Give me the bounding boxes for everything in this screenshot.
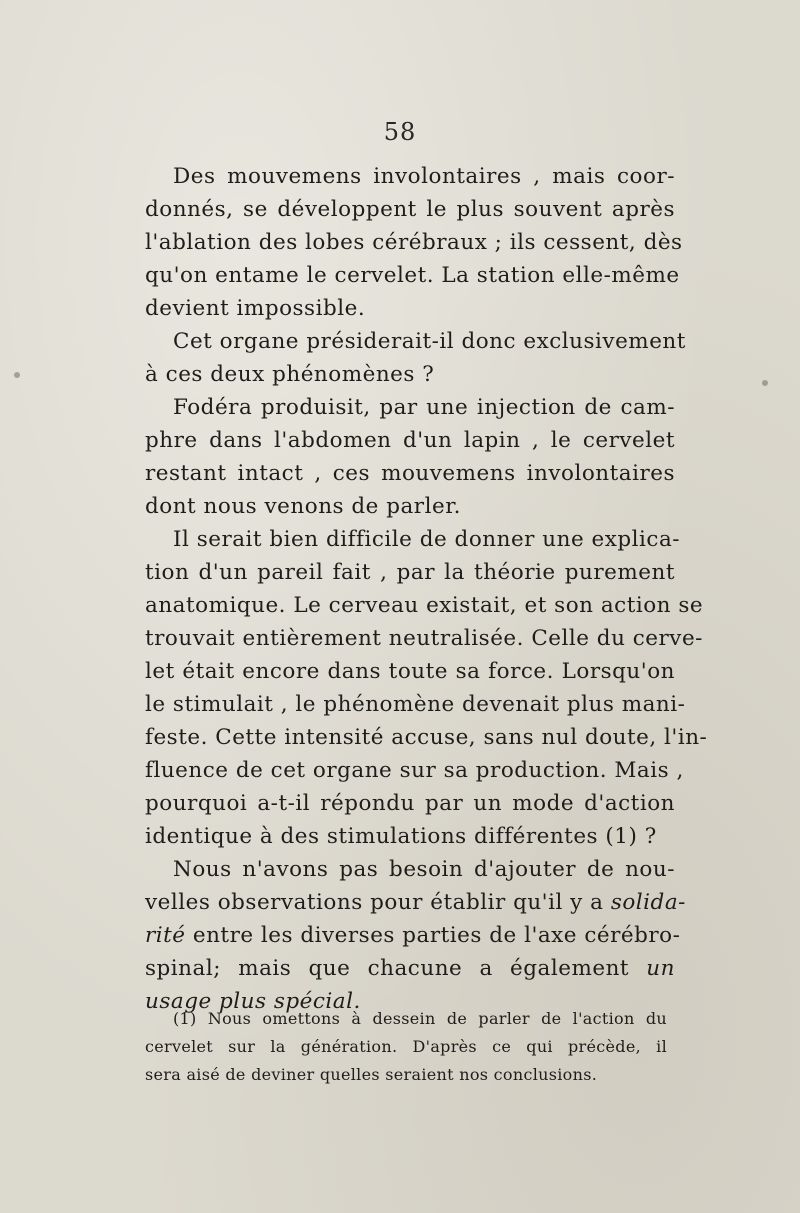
- text-line: Il serait bien difficile de donner une explica-: [173, 527, 681, 552]
- text-line: Nous n'avons pas besoin d'ajouter de nou-: [173, 857, 675, 882]
- text-line: tion d'un pareil fait , par la théorie purement: [145, 560, 675, 585]
- text-line: Des mouvemens involontaires , mais coor-: [173, 164, 675, 189]
- text-line: let était encore dans toute sa force. Lorsqu'on: [145, 659, 675, 684]
- text-line: devient impossible.: [145, 296, 366, 321]
- text-line: à ces deux phénomènes ?: [145, 362, 435, 387]
- footnote-line: cervelet sur la génération. D'après ce qui précède, il: [145, 1037, 667, 1056]
- text-line: identique à des stimulations différentes (1) ?: [145, 824, 657, 849]
- text-segment: spinal; mais que chacune a également: [145, 956, 630, 981]
- text-line-with-italic: [145, 952, 675, 985]
- text-line: feste. Cette intensité accuse, sans nul doute, l'in-: [145, 725, 708, 750]
- paper-speck: [762, 380, 768, 386]
- text-segment: entre les diverses parties de l'axe cérébro-: [185, 923, 681, 948]
- italic-term: solida-: [610, 890, 686, 915]
- text-line: donnés, se développent le plus souvent après: [145, 197, 675, 222]
- text-line: restant intact , ces mouvemens involontaires: [145, 461, 675, 486]
- text-line: phre dans l'abdomen d'un lapin , le cervelet: [145, 428, 675, 453]
- text-line-with-italic: [145, 886, 686, 919]
- page-number: 58: [383, 118, 417, 146]
- text-segment: velles observations pour établir qu'il y a: [145, 890, 604, 915]
- text-line-with-italic: [145, 919, 681, 952]
- italic-term: un: [646, 956, 675, 981]
- text-line: qu'on entame le cervelet. La station elle-même: [145, 263, 680, 288]
- footnote-line: sera aisé de deviner quelles seraient nos conclusions.: [145, 1065, 598, 1084]
- footnote: [145, 1005, 667, 1089]
- text-line-italic: usage plus spécial.: [145, 989, 361, 1014]
- text-line: le stimulait , le phénomène devenait plus mani-: [145, 692, 686, 717]
- text-line: dont nous venons de parler.: [145, 494, 461, 519]
- text-line: l'ablation des lobes cérébraux ; ils cessent, dès: [145, 230, 683, 255]
- text-line: anatomique. Le cerveau existait, et son action se: [145, 593, 704, 618]
- text-line: trouvait entièrement neutralisée. Celle du cerve-: [145, 626, 703, 651]
- italic-term: rité: [145, 923, 186, 948]
- paper-speck: [14, 372, 20, 378]
- text-line: pourquoi a-t-il répondu par un mode d'action: [145, 791, 675, 816]
- text-line: Cet organe présiderait-il donc exclusivement: [173, 329, 686, 354]
- body-text: [145, 160, 708, 1018]
- text-line: fluence de cet organe sur sa production. Mais ,: [145, 758, 684, 783]
- footnote-line: (1) Nous omettons à dessein de parler de l'action du: [173, 1009, 667, 1028]
- text-line: Fodéra produisit, par une injection de cam-: [173, 395, 675, 420]
